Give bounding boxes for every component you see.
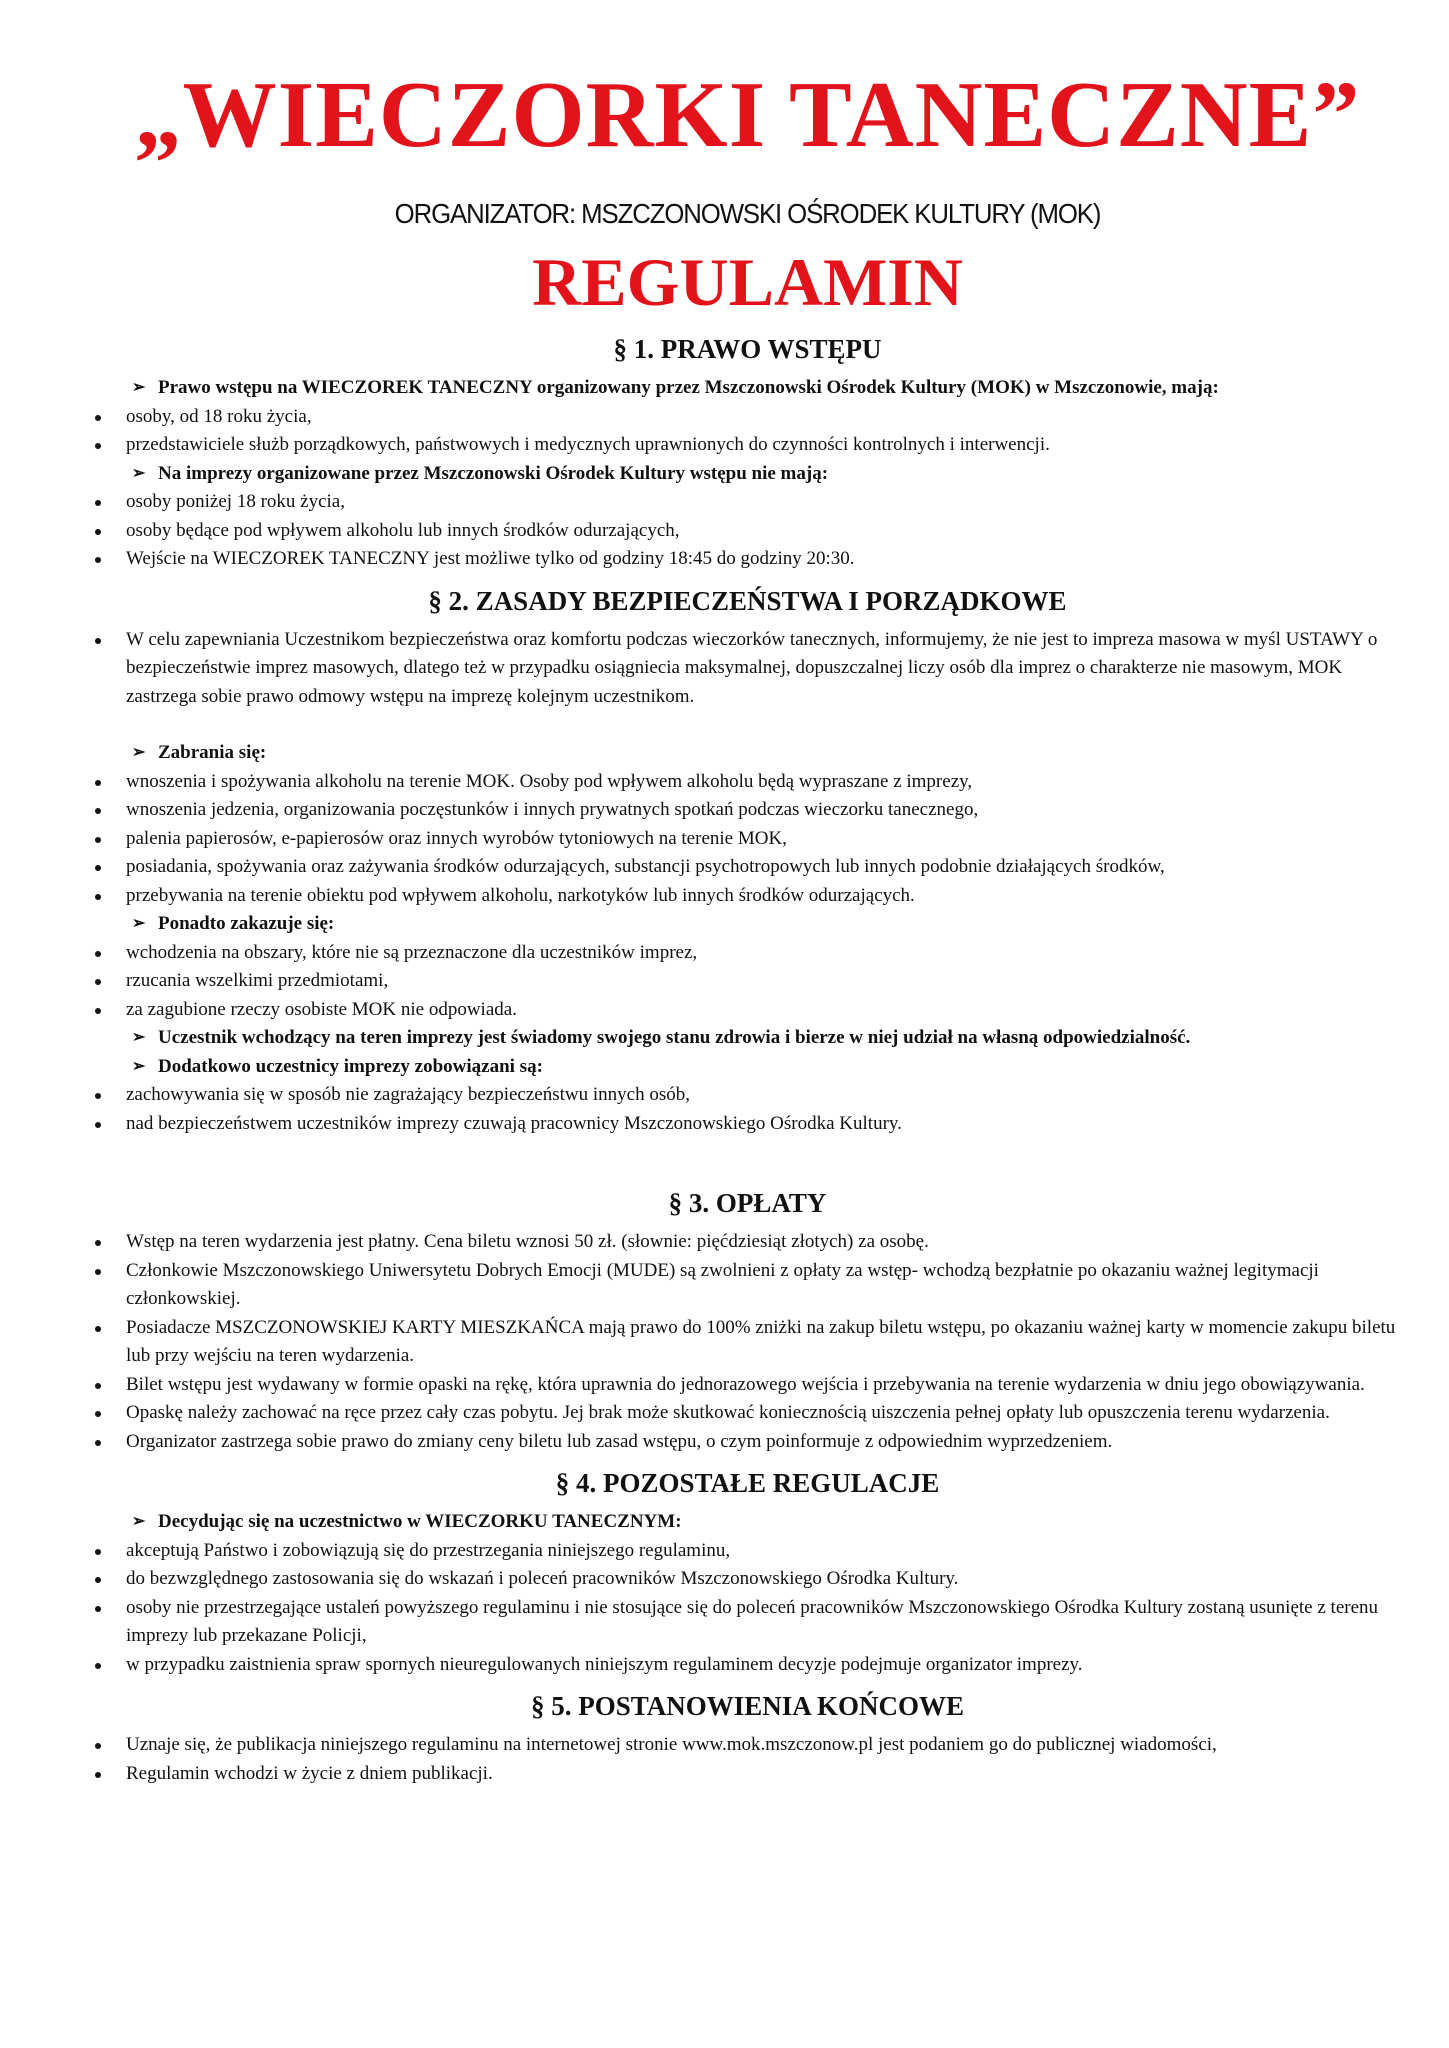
list-item: wnoszenia jedzenia, organizowania poczęstunków i innych prywatnych spotkań podczas wieczorku tanecznego, bbox=[98, 796, 1397, 825]
section-2-forbidden-list bbox=[98, 768, 1397, 911]
section-4-list bbox=[98, 1537, 1397, 1680]
event-title: „WIECZORKI TANECZNE” bbox=[134, 63, 1361, 167]
list-item: rzucania wszelkimi przedmiotami, bbox=[98, 967, 1397, 996]
list-item: Organizator zastrzega sobie prawo do zmiany ceny biletu lub zasad wstępu, o czym poinformuje z odpowiednim wyprzedzeniem. bbox=[98, 1428, 1397, 1457]
section-1-heading-no-entry: ➢ Na imprezy organizowane przez Mszczonowski Ośrodek Kultury wstępu nie mają: bbox=[98, 460, 1397, 489]
section-3-title: § 3. OPŁATY bbox=[668, 1188, 827, 1218]
section-4-title: § 4. POZOSTAŁE REGULACJE bbox=[555, 1468, 940, 1498]
arrow-bullet-icon: ➢ bbox=[132, 464, 146, 482]
list-item: do bezwzględnego zastosowania się do wskazań i poleceń pracowników Mszczonowskiego Ośrodka Kultury. bbox=[98, 1565, 1397, 1594]
list-item: wchodzenia na obszary, które nie są przeznaczone dla uczestników imprez, bbox=[98, 939, 1397, 968]
list-item: osoby, od 18 roku życia, bbox=[98, 403, 1397, 432]
section-2-intro-list bbox=[98, 626, 1397, 712]
section-2-title: § 2. ZASADY BEZPIECZEŃSTWA I PORZĄDKOWE bbox=[428, 585, 1067, 616]
section-1-heading-entry: ➢ Prawo wstępu na WIECZOREK TANECZNY organizowany przez Mszczonowski Ośrodek Kultury (MOK) w Mszczonowie, mają: bbox=[98, 374, 1397, 403]
section-2-heading-obliged: ➢ Dodatkowo uczestnicy imprezy zobowiązani są: bbox=[98, 1053, 1397, 1082]
list-item: osoby nie przestrzegające ustaleń powyższego regulaminu i nie stosujące się do poleceń pracowników Mszczonowskiego Ośrodka Kultury zostaną usunięte z terenu imprezy lub przekazane Policji, bbox=[98, 1594, 1397, 1651]
list-item: Posiadacze MSZCZONOWSKIEJ KARTY MIESZKAŃCA mają prawo do 100% zniżki na zakup biletu wstępu, po okazaniu ważnej karty w momencie zakupu biletu lub przy wejściu na teren wydarzenia. bbox=[98, 1314, 1397, 1371]
section-4-heading: ➢ Decydując się na uczestnictwo w WIECZORKU TANECZNYM: bbox=[98, 1508, 1397, 1537]
section-1-title: § 1. PRAWO WSTĘPU bbox=[613, 334, 882, 364]
arrow-bullet-icon: ➢ bbox=[132, 915, 146, 932]
arrow-bullet-icon: ➢ bbox=[132, 1029, 146, 1046]
arrow-bullet-icon: ➢ bbox=[132, 379, 146, 396]
arrow-bullet-icon: ➢ bbox=[132, 1513, 146, 1530]
list-item: Wejście na WIECZOREK TANECZNY jest możliwe tylko od godziny 18:45 do godziny 20:30. bbox=[98, 545, 1397, 574]
list-item: nad bezpieczeństwem uczestników imprezy czuwają pracownicy Mszczonowskiego Ośrodka Kultury. bbox=[98, 1110, 1397, 1139]
list-item: Bilet wstępu jest wydawany w formie opaski na rękę, która uprawnia do jednorazowego wejścia i przebywania na terenie wydarzenia w dniu jego obowiązywania. bbox=[98, 1371, 1397, 1400]
section-5-list bbox=[98, 1731, 1397, 1788]
list-item: Uznaje się, że publikacja niniejszego regulaminu na internetowej stronie www.mok.mszczonow.pl jest podaniem go do publicznej wiadomości, bbox=[98, 1731, 1397, 1760]
section-5-title: § 5. POSTANOWIENIA KOŃCOWE bbox=[530, 1691, 965, 1721]
list-item: zachowywania się w sposób nie zagrażający bezpieczeństwu innych osób, bbox=[98, 1081, 1397, 1110]
list-item: W celu zapewniania Uczestnikom bezpieczeństwa oraz komfortu podczas wieczorków tanecznych, informujemy, że nie jest to impreza masowa w myśl USTAWY o bezpieczeństwie imprez masowych, dlatego też w przypadku osiągniecia maksymalnej, dopuszczalnej liczy osób dla imprez o charakterze nie masowym, MOK zastrzega sobie prawo odmowy wstępu na imprezę kolejnym uczestnikom. bbox=[98, 626, 1397, 712]
list-item: przebywania na terenie obiektu pod wpływem alkoholu, narkotyków lub innych środków odurzających. bbox=[98, 882, 1397, 911]
list-item: za zagubione rzeczy osobiste MOK nie odpowiada. bbox=[98, 996, 1397, 1025]
list-item: posiadania, spożywania oraz zażywania środków odurzających, substancji psychotropowych lub innych podobnie działających środków, bbox=[98, 853, 1397, 882]
arrow-bullet-icon: ➢ bbox=[132, 1057, 146, 1075]
section-1-no-entry-list bbox=[98, 488, 1397, 574]
arrow-bullet-icon: ➢ bbox=[132, 744, 146, 761]
section-1-entry-list bbox=[98, 403, 1397, 460]
list-item: przedstawiciele służb porządkowych, państwowych i medycznych uprawnionych do czynności kontrolnych i interwencji. bbox=[98, 431, 1397, 460]
list-item: akceptują Państwo i zobowiązują się do przestrzegania niniejszego regulaminu, bbox=[98, 1537, 1397, 1566]
section-2-heading-forbidden: ➢ Zabrania się: bbox=[98, 739, 1397, 768]
section-2-heading-also-forbidden: ➢ Ponadto zakazuje się: bbox=[98, 910, 1397, 939]
list-item: osoby poniżej 18 roku życia, bbox=[98, 488, 1397, 517]
section-3-list bbox=[98, 1228, 1397, 1456]
list-item: w przypadku zaistnienia spraw spornych nieuregulowanych niniejszym regulaminem decyzje podejmuje organizator imprezy. bbox=[98, 1651, 1397, 1680]
section-2-heading-awareness: ➢ Uczestnik wchodzący na teren imprezy jest świadomy swojego stanu zdrowia i bierze w niej udział na własną odpowiedzialność. bbox=[98, 1024, 1397, 1053]
list-item: Regulamin wchodzi w życie z dniem publikacji. bbox=[98, 1760, 1397, 1789]
list-item: Opaskę należy zachować na ręce przez cały czas pobytu. Jej brak może skutkować koniecznością uiszczenia pełnej opłaty lub opuszczenia terenu wydarzenia. bbox=[98, 1399, 1397, 1428]
list-item: Wstęp na teren wydarzenia jest płatny. Cena biletu wznosi 50 zł. (słownie: pięćdziesiąt złotych) za osobę. bbox=[98, 1228, 1397, 1257]
list-item: Członkowie Mszczonowskiego Uniwersytetu Dobrych Emocji (MUDE) są zwolnieni z opłaty za wstęp- wchodzą bezpłatnie po okazaniu ważnej legitymacji członkowskiej. bbox=[98, 1257, 1397, 1314]
list-item: wnoszenia i spożywania alkoholu na terenie MOK. Osoby pod wpływem alkoholu będą wypraszane z imprezy, bbox=[98, 768, 1397, 797]
list-item: palenia papierosów, e-papierosów oraz innych wyrobów tytoniowych na terenie MOK, bbox=[98, 825, 1397, 854]
section-2-also-forbidden-list bbox=[98, 939, 1397, 1025]
section-2-obliged-list bbox=[98, 1081, 1397, 1138]
regulation-title: REGULAMIN bbox=[532, 244, 963, 320]
list-item: osoby będące pod wpływem alkoholu lub innych środków odurzających, bbox=[98, 517, 1397, 546]
organizer-line: ORGANIZATOR: MSZCZONOWSKI OŚRODEK KULTURY (MOK) bbox=[394, 198, 1101, 229]
